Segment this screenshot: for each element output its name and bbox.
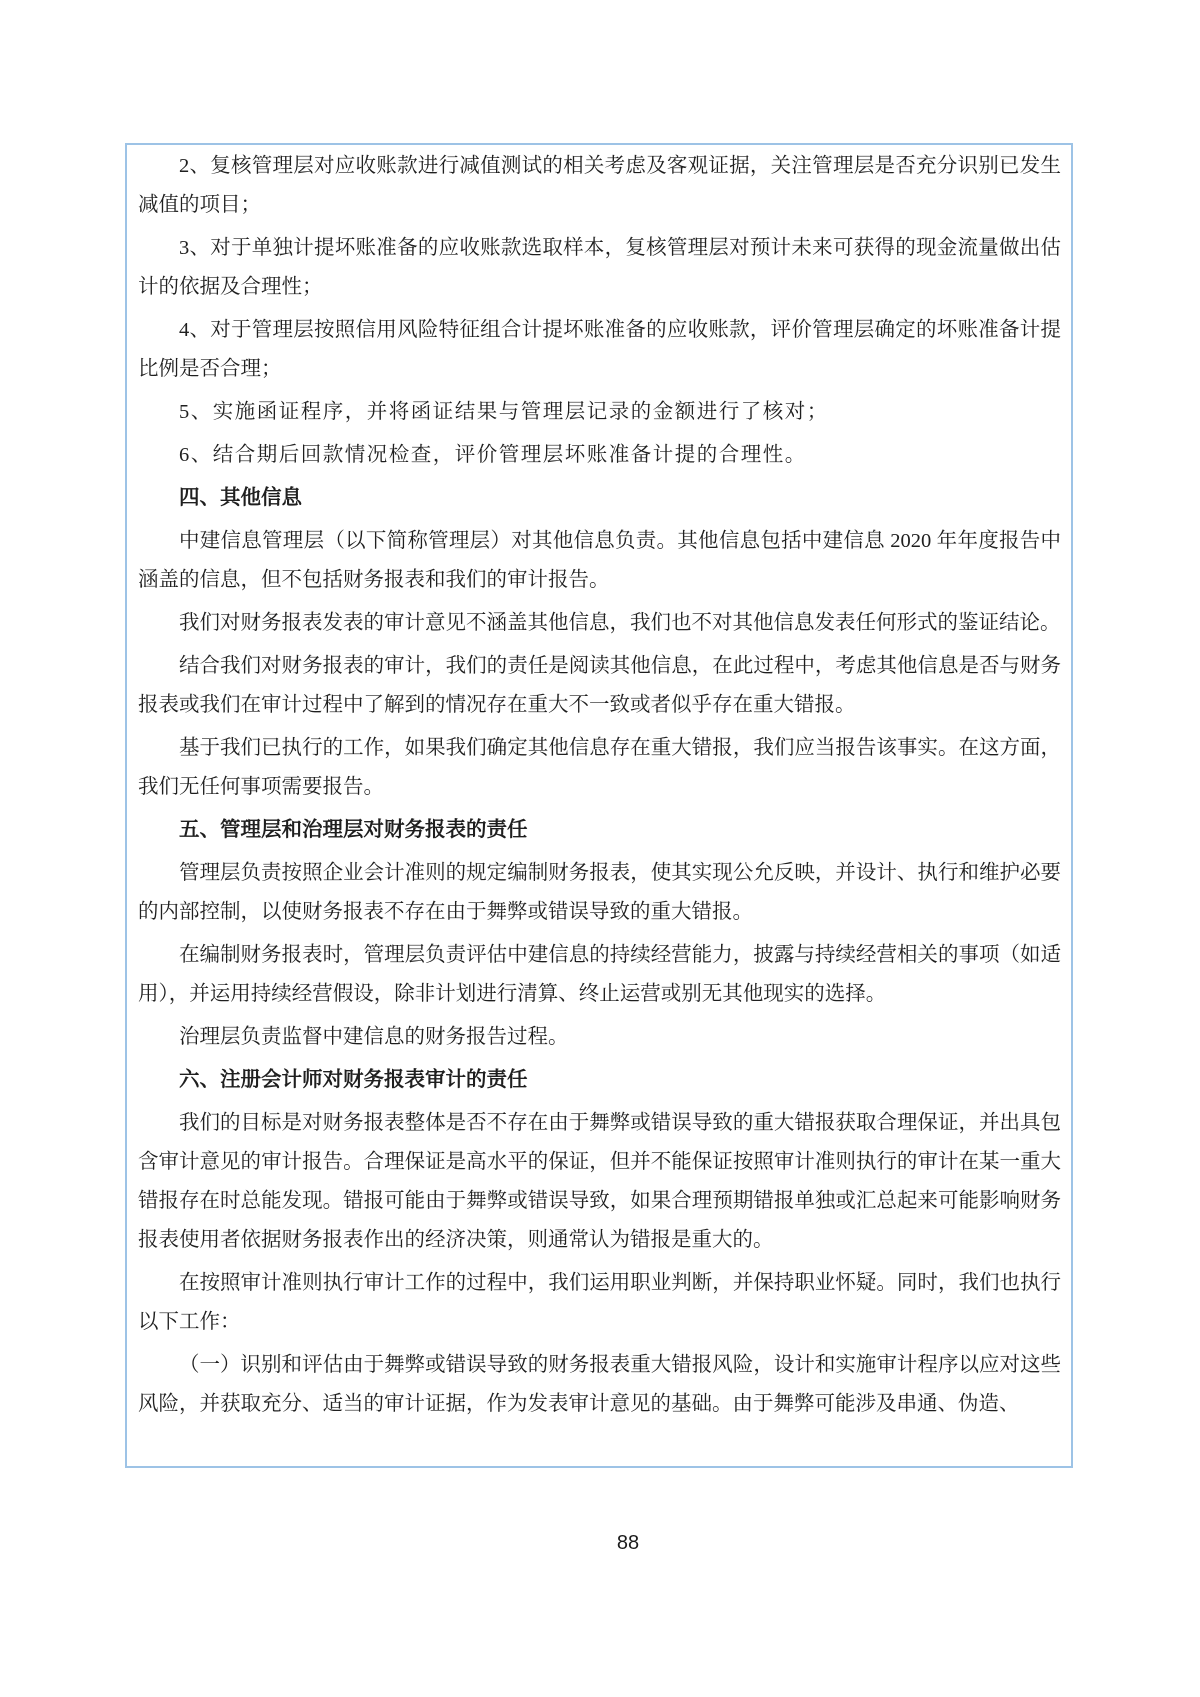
para-audit-opinion-coverage: 我们对财务报表发表的审计意见不涵盖其他信息，我们也不对其他信息发表任何形式的鉴证结论。 xyxy=(179,612,1061,634)
para-management-prepare-statements: 管理层负责按照企业会计准则的规定编制财务报表，使其实现公允反映，并设计、执行和维护必要的内部控制，以使财务报表不存在由于舞弊或错误导致的重大错报。 xyxy=(138,862,1061,923)
para-audit-objective: 我们的目标是对财务报表整体是否不存在由于舞弊或错误导致的重大错报获取合理保证，并出具包含审计意见的审计报告。合理保证是高水平的保证，但并不能保证按照审计准则执行的审计在某一重大错报存在时总能发现。错报可能由于舞弊或错误导致，如果合理预期错报单独或汇总起来可能影响财务报表使用者依据财务报表作出的经济决策，则通常认为错报是重大的。 xyxy=(138,1112,1061,1251)
section-heading-auditor-responsibility: 六、注册会计师对财务报表审计的责任 xyxy=(179,1069,528,1091)
list-item-5: 5、实施函证程序，并将函证结果与管理层记录的金额进行了核对； xyxy=(179,401,829,423)
para-risk-identification: （一）识别和评估由于舞弊或错误导致的财务报表重大错报风险，设计和实施审计程序以应对这些风险，并获取充分、适当的审计证据，作为发表审计意见的基础。由于舞弊可能涉及串通、伪造、 xyxy=(138,1354,1061,1415)
list-item-4: 4、对于管理层按照信用风险特征组合计提坏账准备的应收账款，评价管理层确定的坏账准备计提比例是否合理； xyxy=(138,319,1061,380)
para-other-info-scope: 中建信息管理层（以下简称管理层）对其他信息负责。其他信息包括中建信息 2020 年年度报告中涵盖的信息，但不包括财务报表和我们的审计报告。 xyxy=(138,530,1061,591)
list-item-6: 6、结合期后回款情况检查，评价管理层坏账准备计提的合理性。 xyxy=(179,444,807,466)
document-text-frame xyxy=(125,143,1073,1468)
list-item-2: 2、复核管理层对应收账款进行减值测试的相关考虑及客观证据，关注管理层是否充分识别已发生减值的项目； xyxy=(138,155,1061,216)
list-item-3: 3、对于单独计提坏账准备的应收账款选取样本，复核管理层对预计未来可获得的现金流量做出估计的依据及合理性； xyxy=(138,237,1061,298)
para-report-misstatement: 基于我们已执行的工作，如果我们确定其他信息存在重大错报，我们应当报告该事实。在这方面，我们无任何事项需要报告。 xyxy=(138,737,1061,798)
page-number: 88 xyxy=(616,1532,640,1554)
section-heading-management-responsibility: 五、管理层和治理层对财务报表的责任 xyxy=(179,819,528,841)
para-governance-oversight: 治理层负责监督中建信息的财务报告过程。 xyxy=(179,1026,569,1048)
para-professional-judgment: 在按照审计准则执行审计工作的过程中，我们运用职业判断，并保持职业怀疑。同时，我们也执行以下工作： xyxy=(138,1272,1061,1333)
para-going-concern: 在编制财务报表时，管理层负责评估中建信息的持续经营能力，披露与持续经营相关的事项（如适用），并运用持续经营假设，除非计划进行清算、终止运营或别无其他现实的选择。 xyxy=(138,944,1061,1005)
section-heading-other-information: 四、其他信息 xyxy=(179,487,302,509)
para-reading-other-info: 结合我们对财务报表的审计，我们的责任是阅读其他信息，在此过程中，考虑其他信息是否与财务报表或我们在审计过程中了解到的情况存在重大不一致或者似乎存在重大错报。 xyxy=(138,655,1061,716)
